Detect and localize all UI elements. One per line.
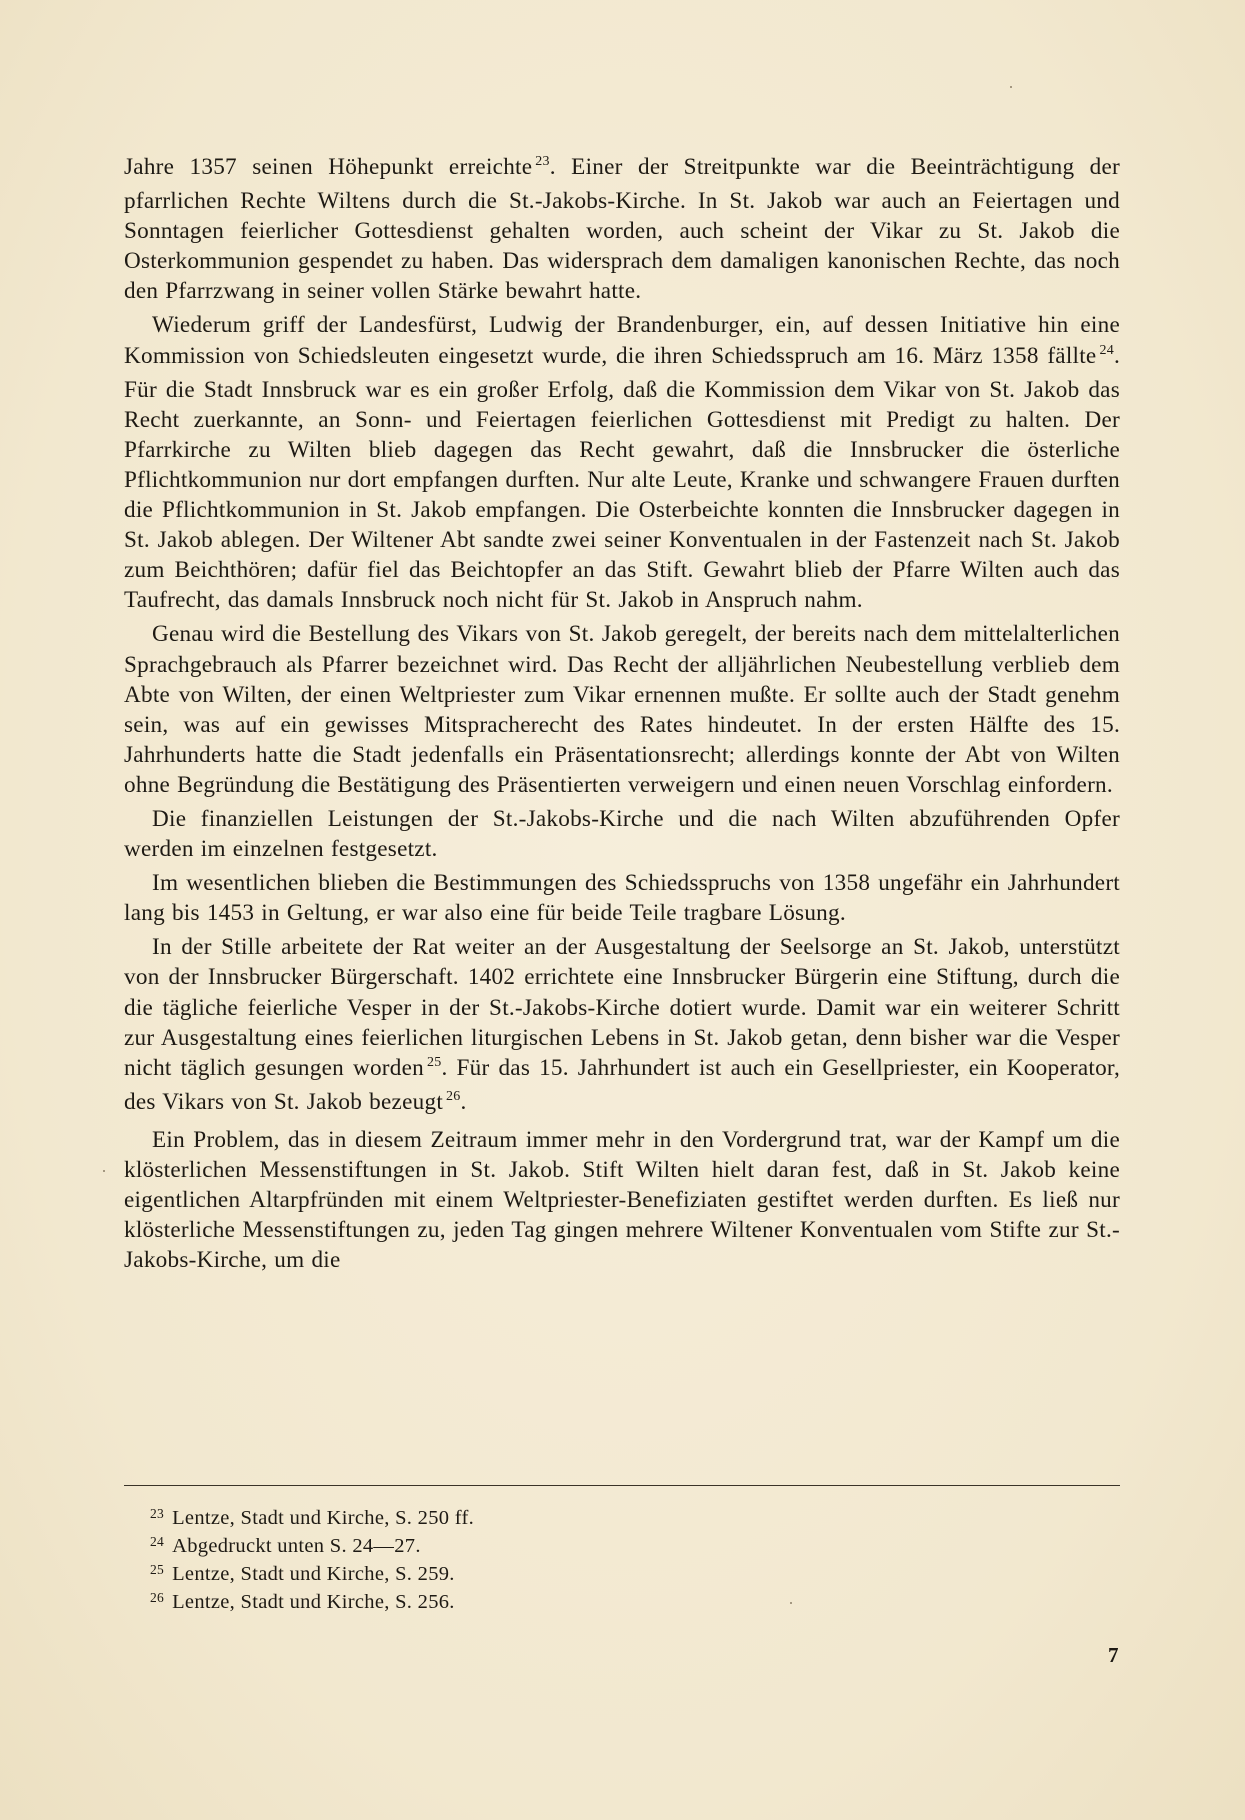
paragraph-text: Wiederum griff der Landesfürst, Ludwig der Brandenburger, ein, auf dessen Initiative hin eine Kommission von Schiedsleuten eingesetzt wurde, die ihren Schiedsspruch am 16. März 1358 fällte (124, 312, 1120, 369)
paragraph-text: . Einer der Streitpunkte war die Beeinträchtigung der pfarrlichen Rechte Wiltens durch die St.-Jakobs-Kirche. In St. Jakob war auch an Feiertagen und Sonntagen feierlicher Gottesdienst gehalten worden, auch scheint der Vikar zu St. Jakob die Osterkommunion gespendet zu haben. Das widersprach dem damaligen kanonischen Rechte, das noch den Pfarrzwang in seiner vollen Stärke bewahrt hatte. (124, 154, 1120, 305)
footnote-number: 25 (150, 1562, 165, 1577)
paper-speck (1010, 86, 1012, 88)
footnote-number: 26 (150, 1590, 165, 1605)
paragraph-text: In der Stille arbeitete der Rat weiter an der Ausgestaltung der Seelsorge an St. Jakob, unterstützt von der Innsbrucker Bürgerschaft. 1402 errichtete eine Innsbrucker Bürgerin eine Stiftung, durch die die tägliche feierliche Vesper in der St.-Jakobs-Kirche dotiert wurde. Damit war ein weiterer Schritt zur Ausgestaltung eines feierlichen liturgischen Lebens in St. Jakob getan, denn bisher war die Vesper nicht täglich gesungen worden (124, 934, 1120, 1081)
footnote-divider (124, 1485, 1120, 1486)
footnote-text: Lentze, Stadt und Kirche, S. 259. (172, 1563, 455, 1585)
footnote-number: 23 (150, 1506, 165, 1521)
footnote-text: Lentze, Stadt und Kirche, S. 256. (172, 1591, 455, 1613)
paragraph-text: . Für das 15. Jahrhundert ist auch ein Gesellpriester, ein Kooperator, des Vikars von St. Jakob bezeugt (124, 1054, 1120, 1115)
footnotes (150, 1505, 1050, 1617)
paper-speck (790, 1602, 792, 1604)
footnote-reference: 23 (535, 154, 550, 169)
paragraph (124, 152, 1120, 306)
paragraph-text: Ein Problem, das in diesem Zeitraum immer mehr in den Vordergrund trat, war der Kampf um die klösterlichen Messenstiftungen in St. Jakob. Stift Wilten hielt daran fest, daß in St. Jakob keine eigentlichen Altarpfründen mit einem Weltpriester-Benefiziaten gestiftet werden durften. Es ließ nur klösterliche Messenstiftungen zu, jeden Tag gingen mehrere Wiltener Konventualen vom Stifte zur St.-Jakobs-Kirche, um die (124, 1126, 1120, 1274)
main-text (124, 152, 1120, 1279)
footnote (150, 1533, 1050, 1561)
footnote (150, 1589, 1050, 1617)
footnote-text: Abgedruckt unten S. 24—27. (172, 1535, 421, 1557)
paragraph-text: . Für die Stadt Innsbruck war es ein großer Erfolg, daß die Kommission dem Vikar von St. Jakob das Recht zuerkannte, an Sonn- und Feiertagen feierlichen Gottesdienst mit Predigt zu halten. Der Pfarrkirche zu Wilten blieb dagegen das Recht gewahrt, daß die Innsbrucker die österliche Pflichtkommunion nur dort empfangen durften. Nur alte Leute, Kranke und schwangere Frauen durften die Pflichtkommunion in St. Jakob empfangen. Die Osterbeichte konnten die Innsbrucker dagegen in St. Jakob ablegen. Der Wiltener Abt sandte zwei seiner Konventualen in der Fastenzeit nach St. Jakob zum Beichthören; dafür fiel das Beichtopfer an das Stift. Gewahrt blieb der Pfarre Wilten auch das Taufrecht, das damals Innsbruck noch nicht für St. Jakob in Anspruch nahm. (124, 342, 1120, 614)
footnote-text: Lentze, Stadt und Kirche, S. 250 ff. (172, 1507, 475, 1529)
paragraph-text: Jahre 1357 seinen Höhepunkt erreichte (124, 154, 533, 180)
paragraph (124, 310, 1120, 615)
paper-speck (103, 1170, 105, 1172)
paragraph (124, 932, 1120, 1121)
paragraph-text: Im wesentlichen blieben die Bestimmungen des Schiedsspruchs von 1358 ungefähr ein Jahrhundert lang bis 1453 in Geltung, er war also eine für beide Teile tragbare Lösung. (124, 870, 1120, 927)
paragraph-text: . (460, 1088, 467, 1115)
paragraph (124, 1125, 1120, 1275)
footnote-reference: 24 (1099, 342, 1114, 358)
footnote (150, 1505, 1050, 1533)
footnote-number: 24 (150, 1534, 165, 1549)
paragraph-text: Die finanziellen Leistungen der St.-Jakobs-Kirche und die nach Wilten abzuführenden Opfer werden im einzelnen festgesetzt. (124, 805, 1120, 863)
footnote (150, 1561, 1050, 1589)
page-number: 7 (1108, 1643, 1119, 1667)
paragraph-text: Genau wird die Bestellung des Vikars von St. Jakob geregelt, der bereits nach dem mittelalterlichen Sprachgebrauch als Pfarrer bezeichnet wird. Das Recht der alljährlichen Neubestellung verblieb dem Abte von Wilten, der einen Weltpriester zum Vikar ernennen mußte. Er sollte auch der Stadt genehm sein, was auf ein gewisses Mitspracherecht des Rates hindeutet. In der ersten Hälfte des 15. Jahrhunderts hatte die Stadt jedenfalls ein Präsentationsrecht; allerdings konnte der Abt von Wilten ohne Begründung die Bestätigung des Präsentierten verweigern und einen neuen Vorschlag einfordern. (124, 621, 1120, 798)
footnote-reference: 26 (446, 1088, 461, 1104)
paragraph (124, 619, 1120, 800)
footnote-reference: 25 (427, 1054, 442, 1070)
paragraph (124, 868, 1120, 928)
paragraph (124, 804, 1120, 864)
